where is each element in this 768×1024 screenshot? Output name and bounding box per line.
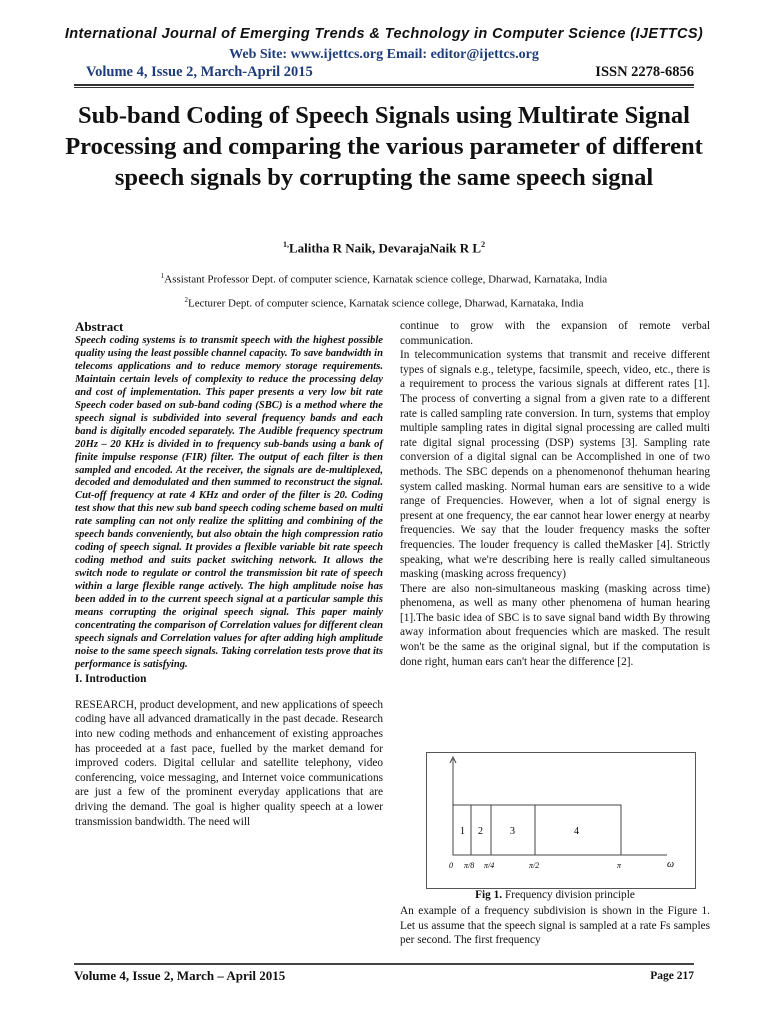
affiliation-2 — [0, 296, 768, 310]
abstract-text: Speech coding systems is to transmit speech with the highest possible quality using the least possible channel capacity. To save bandwidth in telecoms applications and to reduce memory storage requirements. Maintain certain levels of complexity to reduce the processing delay and cost of implementation. This paper presents a very low bit rate Speech coder based on sub-band coding (SBC) is a method where the speech signal is subdivided into several frequency bands and each band is digitally encoded separately. The Audible frequency spectrum 20Hz – 20 KHz is divided in to frequency sub-bands using a bank of finite impulse response (FIR) filter. The output of each filter is then sampled and encoded. At the receiver, the signals are de-multiplexed, decoded and demodulated and then summed to reconstruct the signal. Cut-off frequency at rate 4 KHz and order of the filter is 20. Coding test show that this new sub band speech coding scheme based on multi rate sampling can not only realize the splitting and combining of the speech bands conveniently, but also obtain the high compression ratio coding of speech signal. It provides a flexible variable bit rate speech coding method and suits packet switching network. It allows the switch node to regulate or control the transmission bit rate of speech within a large flexible range actively. The high amplitude noise has been added in to the current speech signal at a particular sample this means corrupting the original speech signal. This paper mainly concentrating the comparison of Correlation values for different clean speech signals and Correlation values for after adding high amplitude noise to the same speech signals. Taking correlation tests prove that its performance is satisfying. — [75, 335, 383, 670]
axis-label-omega: ω — [667, 859, 675, 870]
journal-website: Web Site: www.ijettcs.org Email: editor@ijettcs.org — [229, 47, 539, 62]
affiliation-2-superscript: 2 — [184, 296, 188, 304]
band-label-4: 4 — [574, 826, 579, 837]
author-names: Lalitha R Naik, DevarajaNaik R L — [288, 240, 482, 256]
axis-label-pi-8: π/8 — [464, 861, 475, 870]
left-column — [75, 319, 383, 829]
affiliation-1-text: Assistant Professor Dept. of computer science, Karnatak science college, Dharwad, Karnataka, India — [164, 273, 608, 286]
header-rule-bottom — [74, 87, 694, 88]
header-issn: ISSN 2278-6856 — [595, 64, 694, 80]
footer-rule — [74, 963, 694, 965]
page-number: Page 217 — [650, 970, 694, 982]
paper-title: Sub-band Coding of Speech Signals using Multirate Signal Processing and comparing the various parameter of different speech signals by corrupting the same speech signal — [65, 102, 703, 191]
axis-label-pi: π — [617, 861, 622, 870]
figure-1 — [426, 752, 696, 889]
right-paragraph-4: An example of a frequency subdivision is shown in the Figure 1. Let us assume that the speech signal is sampled at a rate Fs samples per second. The first frequency — [400, 905, 710, 947]
figure-1-caption-label: Fig 1. — [475, 889, 503, 901]
header-rule-top — [74, 84, 694, 86]
axis-label-pi-2: π/2 — [529, 861, 540, 870]
author-superscript-1: 1, — [282, 240, 289, 249]
frequency-division-diagram — [427, 753, 695, 888]
journal-name: International Journal of Emerging Trends & Technology in Computer Science (IJETTCS) — [64, 26, 704, 42]
axis-label-0: 0 — [449, 861, 453, 870]
band-label-3: 3 — [510, 826, 515, 837]
right-paragraph-3: There are also non-simultaneous masking (masking across time) phenomena, as well as many other phenomena of human hearing [1].The basic idea of SBC is to save signal band width By throwing away information about frequencies which are masked. The result won't be the same as the original signal, but if the computation is done right, human ears can't hear the difference [2]. — [400, 582, 710, 668]
band-label-2: 2 — [478, 826, 483, 837]
figure-1-caption-text: Frequency division principle — [502, 889, 635, 901]
affiliation-1 — [0, 272, 768, 286]
author-superscript-2: 2 — [481, 240, 486, 249]
introduction-paragraph: RESEARCH, product development, and new applications of speech coding have all advanced dramatically in the past decade. Research into new coding methods and enhancement of existing approaches has proceeded at a fast pace, fuelled by the market demand for improved coders. Digital cellular and satellite telephony, video conferencing, voice messaging, and Internet voice communications are just a few of the prominent everyday applications that are driving the demand. The goal is higher quality speech at a lower transmission bandwidth. The need will — [75, 698, 383, 828]
right-paragraph-1: continue to grow with the expansion of remote verbal communication. — [400, 320, 710, 347]
right-column-bottom — [400, 904, 710, 948]
footer-volume: Volume 4, Issue 2, March – April 2015 — [74, 968, 286, 983]
header-volume: Volume 4, Issue 2, March-April 2015 — [86, 64, 313, 80]
axis-label-pi-4: π/4 — [484, 861, 495, 870]
affiliation-1-superscript: 1 — [160, 272, 165, 280]
figure-1-caption — [400, 889, 710, 901]
paper-authors — [0, 240, 768, 256]
abstract-heading: Abstract — [75, 319, 124, 334]
band-label-1: 1 — [460, 826, 465, 837]
right-paragraph-2: In telecommunication systems that transmit and receive different types of signals e.g., teletype, facsimile, speech, video, etc., there is a requirement to process the various signals at different rates [1]. The process of converting a signal from a given rate to a different rate is called sampling rate conversion. In turn, systems that employ multiple sampling rates in digital signal processing are called multi rate digital signal processing (DSP) systems [3]. Sampling rate conversion of a digital signal can be Accomplished in one of two methods. The SBC depends on a phenomenonof thehuman hearing system called masking. Normal human ears are sensitive to a wide range of Frequencies. However, when a lot of signal energy is present at one frequency, the ear cannot hear lower energy at nearby frequencies. We say that the louder frequency masks the softer frequencies. The louder frequency is called theMasker [4]. Strictly speaking, what we're describing here is really called simultaneous masking (masking across frequency) — [400, 349, 710, 581]
introduction-heading: I. Introduction — [75, 672, 147, 685]
affiliation-2-text: Lecturer Dept. of computer science, Karnatak science college, Dharwad, Karnataka, India — [188, 297, 584, 310]
right-column — [400, 319, 710, 669]
